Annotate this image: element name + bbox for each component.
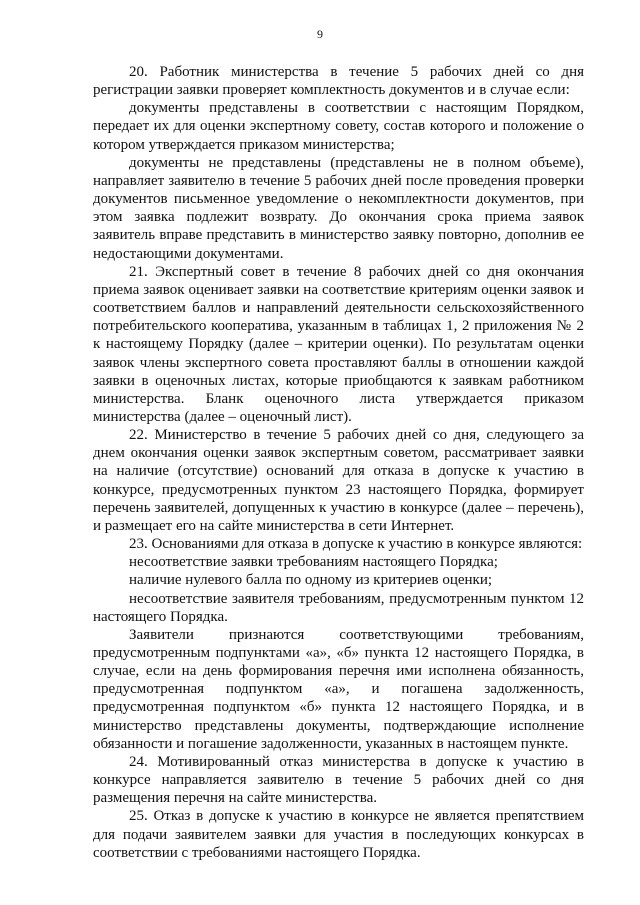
page-number: 9 <box>317 27 323 41</box>
paragraph-23-compliance: Заявители признаются соответствующими требованиям, предусмотренным подпунктами «а», «б» пункта 12 настоящего Порядка, в случае, если на день формирования перечня ими исполнена обязанность, предусмотренная подпунктом «а», и погашена задолженность, предусмотренная подпунктом «б» пункта 12 настоящего Порядка, и в министерство представлены документы, подтверждающие исполнение обязанности и погашение задолженности, указанных в настоящем пункте. <box>93 626 584 752</box>
paragraph-23-reason-1: несоответствие заявки требованиям настоящего Порядка; <box>129 554 498 571</box>
paragraph-23-intro: 23. Основаниями для отказа в допуске к участию в конкурсе являются: <box>129 536 583 553</box>
paragraph-21: 21. Экспертный совет в течение 8 рабочих дней со дня окончания приема заявок оценивает заявки на соответствие критериям оценки заявок и соответствием баллов и направлений деятельности сельскохозяйственного потребительского кооператива, указанным в таблицах 1, 2 приложения № 2 к настоящему Порядку (далее – критерии оценки). По результатам оценки заявок члены экспертного совета проставляют баллы в отношении каждой заявки в оценочных листах, которые приобщаются к заявкам работником министерства. Бланк оценочного листа утверждается приказом министерства (далее – оценочный лист). <box>93 263 584 425</box>
paragraph-22: 22. Министерство в течение 5 рабочих дней со дня, следующего за днем окончания оценки заявок экспертным советом, рассматривает заявки на наличие (отсутствие) оснований для отказа в допуске к участию в конкурсе, предусмотренных пунктом 23 настоящего Порядка, формирует перечень заявителей, допущенных к участию в конкурсе (далее – перечень), и размещает его на сайте министерства в сети Интернет. <box>93 427 584 534</box>
paragraph-23-reason-2: наличие нулевого балла по одному из критериев оценки; <box>129 572 493 589</box>
paragraph-20-intro: 20. Работник министерства в течение 5 рабочих дней со дня регистрации заявки проверяет комплектность документов и в случае если: <box>93 64 584 99</box>
paragraph-25: 25. Отказ в допуске к участию в конкурсе не является препятствием для подачи заявителем заявки для участия в последующих конкурсах в соответствии с требованиями настоящего Порядка. <box>93 808 584 861</box>
paragraph-24: 24. Мотивированный отказ министерства в допуске к участию в конкурсе направляется заявителю в течение 5 рабочих дней со дня размещения перечня на сайте министерства. <box>93 753 584 807</box>
paragraph-20-case-complete: документы представлены в соответствии с настоящим Порядком, передает их для оценки экспертному совету, состав которого и положение о котором утверждается приказом министерства; <box>93 100 584 153</box>
paragraph-23-reason-3: несоответствие заявителя требованиям, предусмотренным пунктом 12 настоящего Порядка. <box>93 590 584 625</box>
paragraph-20-case-incomplete: документы не представлены (представлены не в полном объеме), направляет заявителю в течение 5 рабочих дней после проведения проверки документов письменное уведомление о некомплектности документов, при этом заявка подлежит возврату. До окончания срока приема заявок заявитель вправе представить в министерство заявку повторно, дополнив ее недостающими документами. <box>93 154 584 262</box>
document-body <box>93 63 584 862</box>
